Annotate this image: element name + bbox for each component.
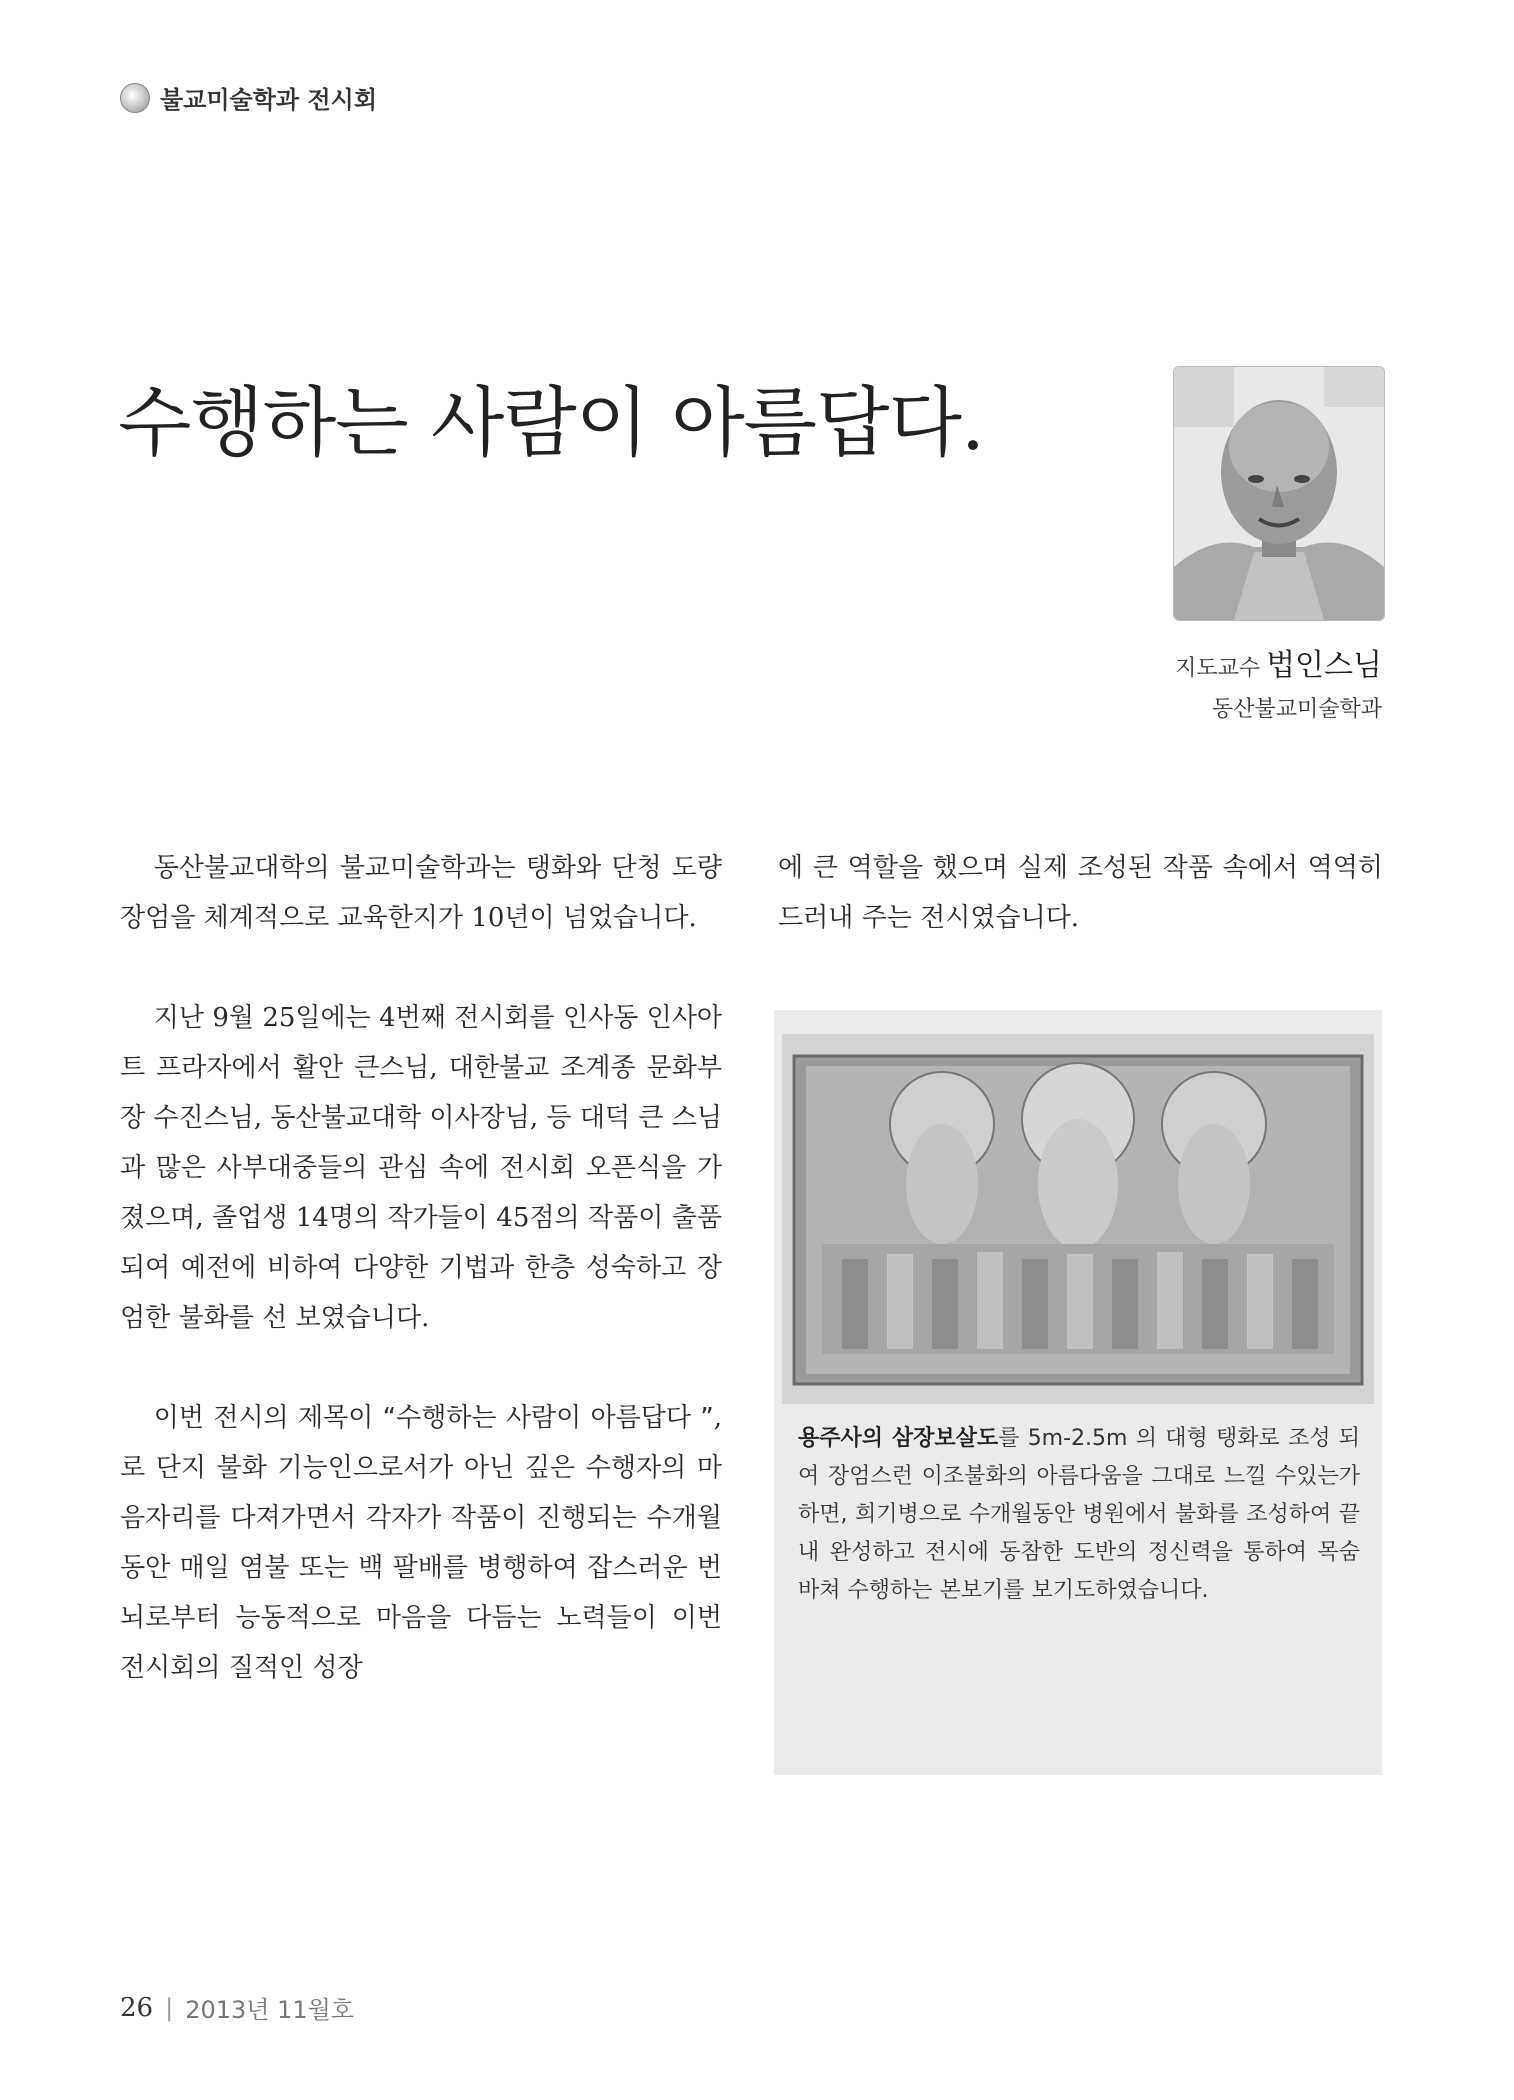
paragraph-3-post: , 로 단지 불화 기능인으로서가 아닌 깊은 수행자의 마음자리를 다져가면서 각자가 작품이 진행되는 수개월 동안 매일 염불 또는 백 팔배를 병행하여 잡스러운 번뇌로부터 능동적으로 마음을 다듬는 노력들이 이번 전시회의 질적인 성장: [120, 1403, 722, 1683]
section-header: [120, 80, 377, 115]
bullet-circle-icon: [120, 83, 150, 113]
buddhist-painting-image: [782, 1034, 1374, 1404]
author-portrait: [1173, 366, 1385, 621]
article-body-left: [120, 843, 722, 1693]
page-number: 26: [120, 1992, 154, 2023]
paragraph-3: [120, 1393, 722, 1693]
page-footer: [120, 1990, 354, 2025]
author-name: 법인스님: [1266, 648, 1382, 683]
caption-lead: 용주사의 삼장보살도: [798, 1426, 999, 1451]
figure-box: [774, 1010, 1382, 1775]
paragraph-3-pre: 이번 전시의 제목이: [153, 1403, 383, 1433]
paragraph-2: 지난 9월 25일에는 4번째 전시회를 인사동 인사아트 프라자에서 활안 큰스님, 대한불교 조계종 문화부장 수진스님, 동산불교대학 이사장님, 등 대덕 큰 스님과 많은 사부대중들의 관심 속에 전시회 오픈식을 가졌으며, 졸업생 14명의 작가들이 45점의 작품이 출품 되여 예전에 비하여 다양한 기법과 한층 성숙하고 장엄한 불화를 선 보였습니다.: [120, 1003, 722, 1333]
article-body-right: [778, 843, 1383, 943]
footer-separator: |: [165, 1993, 174, 2022]
section-label: 불교미술학과 전시회: [160, 86, 378, 114]
paragraph-continued: 에 큰 역할을 했으며 실제 조성된 작품 속에서 역역히 드러내 주는 전시였습니다.: [778, 853, 1383, 933]
author-role: 지도교수: [1175, 656, 1261, 681]
issue-label: 2013년 11월호: [185, 1996, 354, 2024]
author-department: 동산불교미술학과: [1211, 697, 1382, 722]
caption-text: 를 5m-2.5m 의 대형 탱화로 조성 되여 장엄스런 이조불화의 아름다움을 그대로 느낄 수있는가하면, 희기병으로 수개월동안 병원에서 불화를 조성하여 끝내 완성하고 전시에 동참한 도반의 정신력을 통하여 목숨 바쳐 수행하는 본보기를 보기도하였습니다.: [798, 1426, 1360, 1603]
article-title: 수행하는 사람이 아름답다.: [118, 378, 985, 467]
figure-caption: [798, 1420, 1360, 1610]
portrait-photo-icon: [1174, 367, 1384, 620]
paragraph-1: 동산불교대학의 불교미술학과는 탱화와 단청 도량장엄을 체계적으로 교육한지가 10년이 넘었습니다.: [120, 853, 722, 933]
author-byline: [1175, 640, 1382, 723]
painting-photo-icon: [782, 1034, 1374, 1404]
exhibition-title-quote: “수행하는 사람이 아름답다 ”: [382, 1403, 714, 1433]
